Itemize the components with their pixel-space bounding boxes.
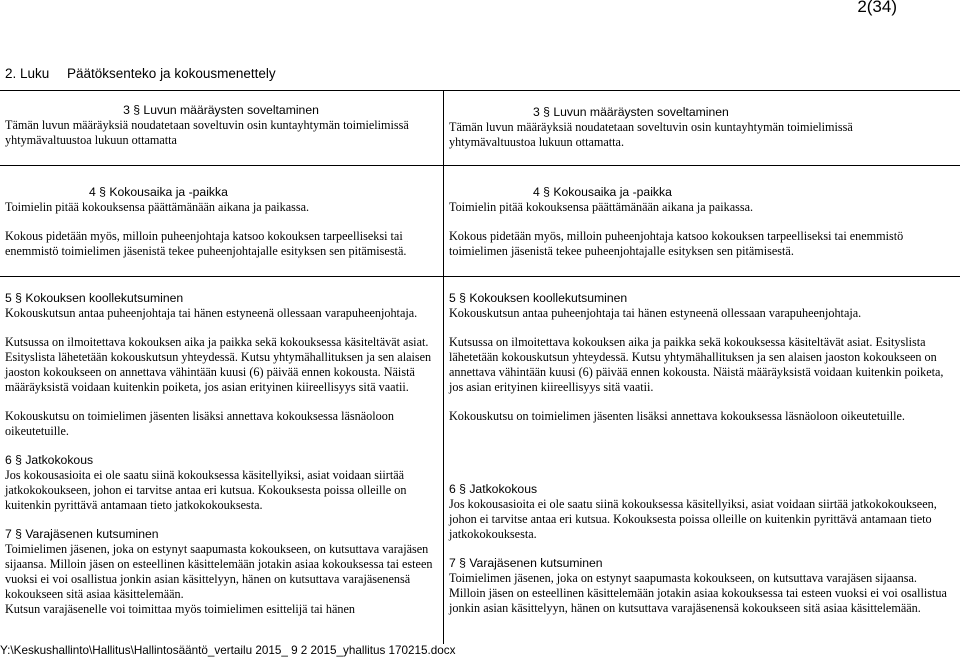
chapter-number: 2. Luku xyxy=(5,66,50,81)
page-number: 2(34) xyxy=(857,0,897,16)
chapter-heading xyxy=(5,66,276,81)
right-s5-heading: 5 § Kokouksen koollekutsuminen xyxy=(449,291,628,305)
right-s6-heading: 6 § Jatkokokous xyxy=(449,482,538,496)
left-s7-p2: Kutsun varajäsenelle voi toimittaa myös toimielimen esittelijä tai hänen xyxy=(5,602,355,616)
right-s7-heading: 7 § Varajäsenen kutsuminen xyxy=(449,556,603,570)
row-rule-1 xyxy=(0,165,960,166)
right-s3-heading: 3 § Luvun määräysten soveltaminen xyxy=(533,105,729,119)
right-s4-p2: Kokous pidetään myös, milloin puheenjohtaja katsoo kokouksen tarpeelliseksi tai enemmistö toimielimen jäsenistä tekee puheenjohtajalle esityksen sen pitämisestä. xyxy=(449,229,904,258)
chapter-title: Päätöksenteko ja kokousmenettely xyxy=(67,66,276,81)
left-s5-p1: Kokouskutsun antaa puheenjohtaja tai hänen estyneenä ollessaan varapuheenjohtaja. xyxy=(5,306,418,320)
left-s5-p3: Kokouskutsu on toimielimen jäsenten lisäksi annettava kokouksessa läsnäoloon oikeutetuille. xyxy=(5,409,394,438)
left-s6-heading: 6 § Jatkokokous xyxy=(5,453,94,467)
right-s5-p2: Kutsussa on ilmoitettava kokouksen aika ja paikka sekä kokouksessa käsiteltävät asiat. Esityslista lähetetään kokouskutsun yhteydessä. Kutsu yhtymähallituksen ja sen alaisen jaoston kokoukseen on annettava vähintään kuusi (6) päivää ennen kokousta. Näistä määräyksistä voidaan kuitenkin poiketa, jos asian erityinen kiireellisyys sitä vaatii. xyxy=(449,335,944,394)
left-s3-heading: 3 § Luvun määräysten soveltaminen xyxy=(123,103,319,117)
left-s5-p2: Kutsussa on ilmoitettava kokouksen aika ja paikka sekä kokouksessa käsiteltävät asiat. Esityslista lähetetään kokouskutsun yhteydessä. Kutsu yhtymähallituksen ja sen alaisen jaoston kokoukseen on annettava vähintään kuusi (6) päivää ennen kokousta. Näistä määräyksistä voidaan kuitenkin poiketa, jos asian erityinen kiireellisyys sitä vaatii. xyxy=(5,335,432,394)
right-s3-text: Tämän luvun määräyksiä noudatetaan soveltuvin osin kuntayhtymän toimielimissä yhtymävaltuustoa lukuun ottamatta. xyxy=(449,120,853,149)
right-section-4 xyxy=(449,185,919,259)
right-s6-p1: Jos kokousasioita ei ole saatu siinä kokouksessa käsitellyiksi, asiat voidaan siirtää jatkokokoukseen, johon ei tarvitse antaa eri kutsua. Kokouksesta poissa olleille on kuitenkin pyrittävä antamaan tieto jatkokokouksesta. xyxy=(449,497,937,541)
right-s4-heading: 4 § Kokousaika ja -paikka xyxy=(533,185,672,199)
left-s4-heading: 4 § Kokousaika ja -paikka xyxy=(89,185,228,199)
right-s4-p1: Toimielin pitää kokouksensa päättämänään aikana ja paikassa. xyxy=(449,200,754,214)
column-divider xyxy=(443,90,444,644)
left-s6-p1: Jos kokousasioita ei ole saatu siinä kokouksessa käsitellyiksi, asiat voidaan siirtää jatkokokoukseen, johon ei tarvitse antaa eri kutsua. Kokouksesta poissa olleille on kuitenkin pyrittävä antamaan tieto jatkokokouksesta. xyxy=(5,468,407,512)
left-s4-p2: Kokous pidetään myös, milloin puheenjohtaja katsoo kokouksen tarpeelliseksi tai enemmistö toimielimen jäsenistä tekee puheenjohtajalle esityksen sen pitämisestä. xyxy=(5,229,407,258)
left-s4-p1: Toimielin pitää kokouksensa päättämänään aikana ja paikassa. xyxy=(5,200,310,214)
left-s3-text: Tämän luvun määräyksiä noudatetaan soveltuvin osin kuntayhtymän toimielimissä yhtymävaltuustoa lukuun ottamatta xyxy=(5,118,409,147)
table-top-rule xyxy=(0,90,960,91)
right-sections-5-7 xyxy=(449,291,949,616)
right-s5-p1: Kokouskutsun antaa puheenjohtaja tai hänen estyneenä ollessaan varapuheenjohtaja. xyxy=(449,306,862,320)
left-s7-heading: 7 § Varajäsenen kutsuminen xyxy=(5,527,159,541)
left-s7-p1: Toimielimen jäsenen, joka on estynyt saapumasta kokoukseen, on kutsuttava varajäsen sijaansa. Milloin jäsen on esteellinen käsittelemään jotakin asiaa kokouksessa tai esteen vuoksi ei voi osallistua jonkin asian käsittelyyn, hänen on kutsuttava varajäsenensä kokoukseen sitä asiaa käsittelemään. xyxy=(5,542,433,601)
left-section-3 xyxy=(5,103,437,148)
left-section-4 xyxy=(5,185,437,259)
right-s7-p1: Toimielimen jäsenen, joka on estynyt saapumasta kokoukseen, on kutsuttava varajäsen sijaansa. Milloin jäsen on esteellinen käsittelemään jotakin asiaa kokouksessa tai esteen vuoksi ei voi osallistua jonkin asian käsittelyyn, hänen on kutsuttava varajäsenensä kokoukseen sitä asiaa käsittelemään. xyxy=(449,571,947,615)
left-sections-5-7 xyxy=(5,291,437,617)
left-s5-heading: 5 § Kokouksen koollekutsuminen xyxy=(5,291,184,305)
row-rule-2 xyxy=(0,276,960,277)
right-section-3 xyxy=(449,105,869,150)
right-s5-p3: Kokouskutsu on toimielimen jäsenten lisäksi annettava kokouksessa läsnäoloon oikeutetuille. xyxy=(449,409,905,423)
file-path-footer: Y:\Keskushallinto\Hallitus\Hallintosääntö_vertailu 2015_ 9 2 2015_yhallitus 170215.docx xyxy=(0,644,456,657)
